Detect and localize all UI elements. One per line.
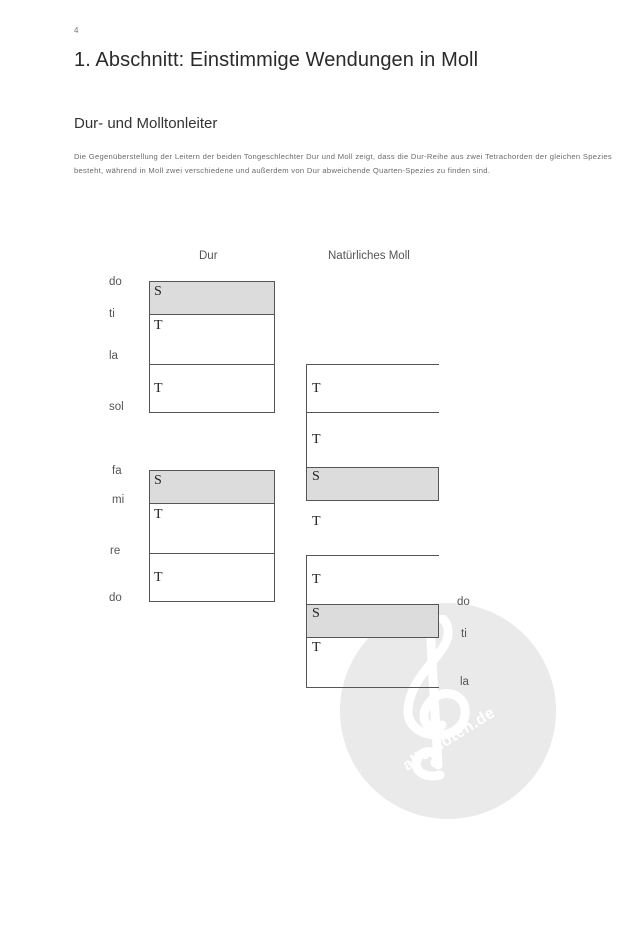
chapter-title: 1. Abschnitt: Einstimmige Wendungen in Moll <box>74 49 479 71</box>
tone-step <box>149 554 275 602</box>
dur-syllable: do <box>109 276 122 288</box>
moll-syllable: la <box>460 676 469 688</box>
step-label: S <box>312 469 320 484</box>
dur-syllable: do <box>109 592 122 604</box>
dur-syllable: la <box>109 350 118 362</box>
moll-syllable: do <box>457 596 470 608</box>
dur-syllable: ti <box>109 308 115 320</box>
step-label: T <box>154 318 163 333</box>
moll-syllable: ti <box>461 628 467 640</box>
moll-heading: Natürliches Moll <box>328 250 410 262</box>
step-label: S <box>154 473 162 488</box>
tone-step <box>306 555 439 604</box>
section-title: Dur- und Molltonleiter <box>74 115 218 132</box>
semitone-step <box>306 604 439 638</box>
step-label: T <box>154 507 163 522</box>
step-label: T <box>154 381 163 396</box>
semitone-step <box>306 467 439 501</box>
dur-syllable: re <box>110 545 121 557</box>
step-label: T <box>312 432 321 447</box>
tone-step <box>149 504 275 554</box>
step-label: T <box>312 381 321 396</box>
page-number: 4 <box>74 26 79 35</box>
intro-paragraph: Die Gegenüberstellung der Leitern der beiden Tongeschlechter Dur und Moll zeigt, dass die Dur-Reihe aus zwei Tetrachorden der gleichen Spezies besteht, während in Moll zwei verschiedene und außerdem von Dur abweichende Quarten-Spezies zu finden sind. <box>74 152 612 175</box>
dur-syllable: fa <box>112 465 122 477</box>
step-label: T <box>312 514 321 529</box>
semitone-step <box>149 470 275 504</box>
tone-step <box>306 638 439 688</box>
dur-heading: Dur <box>199 250 218 262</box>
dur-syllable: sol <box>109 401 124 413</box>
step-label: T <box>312 572 321 587</box>
step-label: T <box>312 640 321 655</box>
semitone-step <box>149 281 275 315</box>
tone-step <box>149 315 275 365</box>
tone-step <box>306 413 439 467</box>
step-label: S <box>312 606 320 621</box>
step-label: T <box>154 570 163 585</box>
watermark-text: alle-noten.de <box>400 704 499 775</box>
step-label: S <box>154 284 162 299</box>
tone-step <box>306 364 439 413</box>
dur-syllable: mi <box>112 494 125 506</box>
tone-step <box>149 365 275 413</box>
